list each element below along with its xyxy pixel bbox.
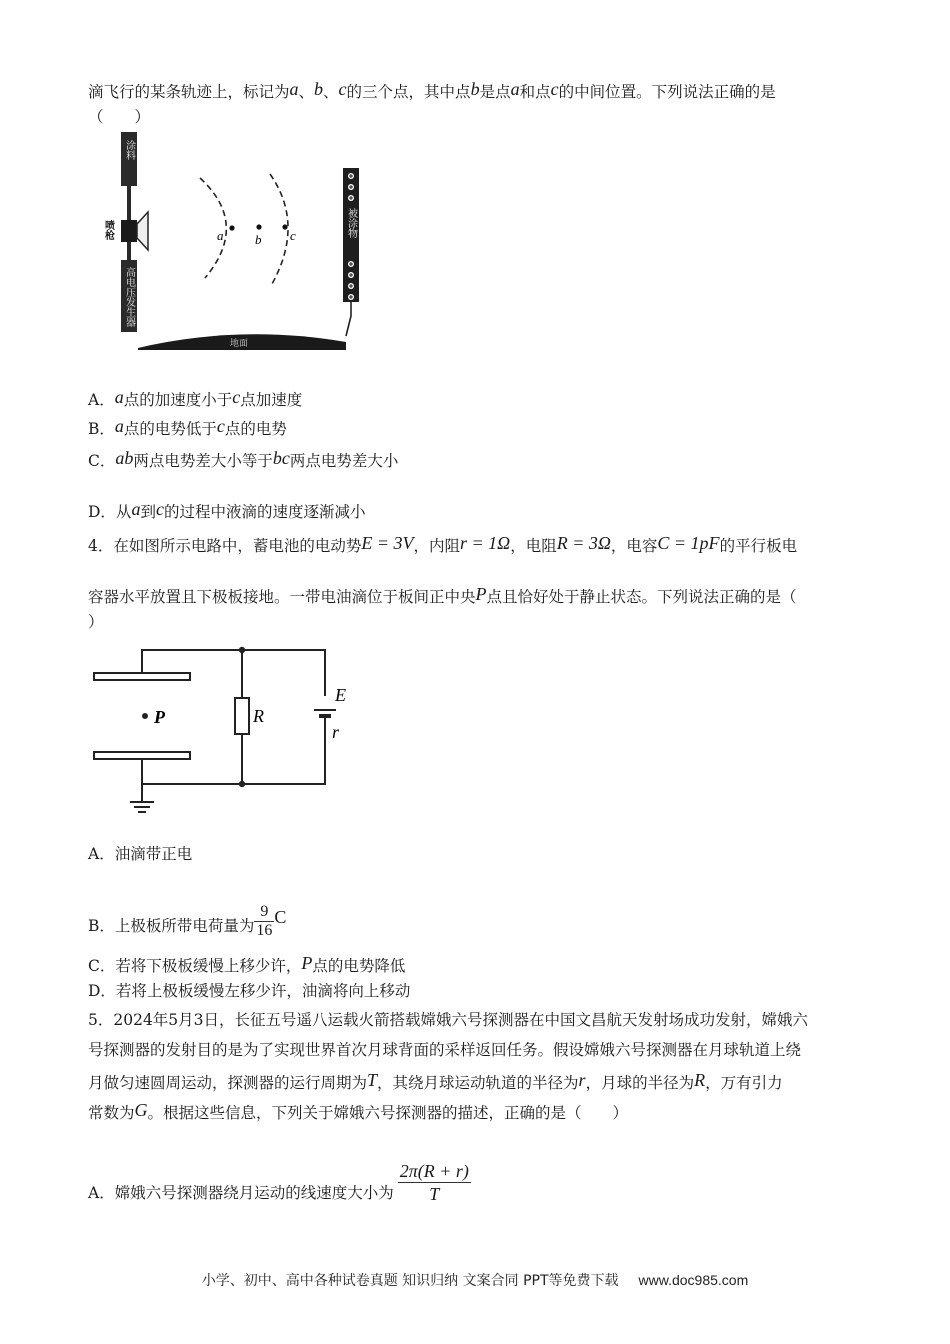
text: 的平行板电 bbox=[719, 537, 798, 555]
text: 是点 bbox=[479, 83, 511, 101]
label-r-resistor: R bbox=[253, 706, 264, 726]
option-label: B． bbox=[88, 420, 115, 438]
q5-stem-line1: 5．2024年5月3日，长征五号遥八运载火箭搭载嫦娥六号探测器在中国文昌航天发射场成功发射，嫦娥六 bbox=[88, 1011, 809, 1029]
point-c-dot bbox=[282, 224, 287, 229]
q4-stem-line3: ） bbox=[88, 613, 104, 631]
var-r: r bbox=[578, 1070, 586, 1090]
text: 4．在如图所示电路中，蓄电池的电动势 bbox=[88, 537, 362, 555]
numerator: 2π(R + r) bbox=[399, 1161, 469, 1181]
text: ，万有引力 bbox=[705, 1074, 783, 1092]
text: 和点 bbox=[519, 83, 551, 101]
text: 、 bbox=[298, 83, 315, 101]
var-g: G bbox=[134, 1100, 148, 1120]
spray-gun-label: 喷枪 bbox=[102, 220, 114, 240]
text: ，其绕月球运动轨道的半径为 bbox=[377, 1074, 579, 1092]
label-emf: E bbox=[335, 685, 346, 705]
var-c: c bbox=[338, 79, 347, 99]
text: 滴飞行的某条轨迹上，标记为 bbox=[88, 83, 290, 101]
option-label: A． bbox=[88, 391, 115, 409]
text: 常数为 bbox=[88, 1104, 135, 1122]
connector bbox=[127, 242, 131, 260]
paint-label: 涂料 bbox=[123, 140, 135, 160]
denominator: 16 bbox=[256, 922, 273, 939]
q3-stem-line2: （ ） bbox=[88, 108, 151, 126]
q4-option-c[interactable] bbox=[88, 952, 405, 977]
q5-option-a[interactable] bbox=[88, 1160, 471, 1205]
text: 两点电势差大小 bbox=[289, 452, 399, 470]
option-text: A．嫦娥六号探测器绕月运动的线速度大小为 bbox=[88, 1184, 394, 1202]
text: 到 bbox=[140, 503, 156, 521]
point-a-label: a bbox=[217, 228, 224, 243]
var: ab bbox=[115, 448, 134, 468]
text: 点的电势降低 bbox=[312, 957, 406, 975]
junction-top bbox=[239, 647, 245, 653]
text: 。根据这些信息，下列关于嫦娥六号探测器的描述，正确的是（ ） bbox=[147, 1104, 629, 1122]
point-b-dot bbox=[256, 224, 261, 229]
circuit-wires bbox=[94, 650, 336, 812]
electrostatic-spray-diagram bbox=[90, 128, 380, 358]
point-a-dot bbox=[229, 225, 234, 230]
var-R: R bbox=[694, 1070, 706, 1090]
label-internal-resistance: r bbox=[332, 722, 340, 742]
q5-stem-line3 bbox=[88, 1069, 783, 1094]
ground-wire bbox=[346, 302, 351, 336]
velocity-fraction bbox=[398, 1160, 471, 1205]
q3-option-b[interactable] bbox=[88, 415, 287, 440]
var: a bbox=[114, 416, 124, 436]
label-p: P bbox=[154, 707, 165, 727]
text: 两点电势差大小等于 bbox=[133, 452, 273, 470]
text: 的三个点，其中点 bbox=[346, 83, 471, 101]
point-b-label: b bbox=[255, 232, 262, 247]
junction-bottom bbox=[239, 781, 245, 787]
internal-resistance-value: r = 1Ω bbox=[460, 533, 511, 553]
var: c bbox=[216, 416, 225, 436]
text: 的中间位置。下列说法正确的是 bbox=[558, 83, 776, 101]
var: c bbox=[155, 499, 164, 519]
text: 点的电势低于 bbox=[123, 420, 217, 438]
circuit-diagram bbox=[88, 640, 358, 830]
q3-stem-line1 bbox=[88, 78, 776, 103]
q4-stem-line1 bbox=[88, 532, 797, 557]
text: 的过程中液滴的速度逐渐减小 bbox=[163, 503, 366, 521]
q3-option-a[interactable] bbox=[88, 386, 302, 411]
q3-option-d[interactable] bbox=[88, 498, 365, 523]
emf-value: E = 3V bbox=[361, 533, 414, 553]
option-label: C． bbox=[88, 452, 116, 470]
text: 点的加速度小于 bbox=[123, 391, 233, 409]
unit: C bbox=[274, 907, 287, 927]
text: C．若将下极板缓慢上移少许， bbox=[88, 957, 302, 975]
denominator: T bbox=[398, 1182, 471, 1205]
q4-option-b[interactable] bbox=[88, 903, 286, 940]
text: 月做匀速圆周运动，探测器的运行周期为 bbox=[88, 1074, 368, 1092]
charge-fraction bbox=[254, 903, 274, 940]
q4-option-a[interactable]: A．油滴带正电 bbox=[88, 845, 193, 863]
q5-stem-line4 bbox=[88, 1099, 628, 1124]
text: ，内阻 bbox=[413, 537, 461, 555]
point-c-label: c bbox=[290, 228, 296, 243]
generator-label: 高电压发生器 bbox=[123, 267, 135, 327]
var-b: b bbox=[470, 79, 480, 99]
var-p: P bbox=[475, 584, 487, 604]
connector bbox=[127, 186, 131, 220]
text: ，月球的半径为 bbox=[585, 1074, 695, 1092]
var: bc bbox=[272, 448, 290, 468]
numerator: 9 bbox=[260, 903, 269, 920]
q4-stem-line2 bbox=[88, 583, 797, 608]
q4-option-d[interactable]: D．若将上极板缓慢左移少许，油滴将向上移动 bbox=[88, 982, 411, 1000]
var-b: b bbox=[314, 79, 324, 99]
ground-label: 地面 bbox=[230, 339, 249, 349]
var-a: a bbox=[289, 79, 299, 99]
var: c bbox=[232, 387, 241, 407]
q3-option-c[interactable] bbox=[88, 447, 398, 472]
resistance-value: R = 3Ω bbox=[556, 533, 611, 553]
text: 点且恰好处于静止状态。下列说法正确的是（ bbox=[486, 588, 797, 606]
footer-text: 小学、初中、高中各种试卷真题 知识归纳 文案合同 PPT等免费下载 bbox=[201, 1273, 619, 1289]
text: ，电容 bbox=[610, 537, 658, 555]
nozzle bbox=[137, 212, 148, 250]
var-p: P bbox=[301, 953, 313, 973]
q5-stem-line2: 号探测器的发射目的是为了实现世界首次月球背面的采样返回任务。假设嫦娥六号探测器在月球轨道上绕 bbox=[88, 1041, 802, 1059]
text: 、 bbox=[323, 83, 339, 101]
option-text: B．上极板所带电荷量为 bbox=[88, 917, 255, 935]
var: a bbox=[131, 499, 141, 519]
object-label: 被涂物 bbox=[345, 208, 357, 238]
capacitance-value: C = 1pF bbox=[657, 533, 720, 553]
var-t: T bbox=[367, 1070, 378, 1090]
text: 点的电势 bbox=[224, 420, 287, 438]
var: a bbox=[114, 387, 124, 407]
option-label: D．从 bbox=[88, 503, 132, 521]
oil-drop-p bbox=[142, 713, 148, 719]
var-a: a bbox=[510, 79, 520, 99]
page-footer bbox=[0, 1270, 950, 1290]
text: 点加速度 bbox=[240, 391, 303, 409]
var-c: c bbox=[550, 79, 559, 99]
spray-gun bbox=[121, 220, 137, 242]
footer-url[interactable]: www.doc985.com bbox=[638, 1272, 749, 1288]
text: ，电阻 bbox=[510, 537, 557, 555]
text: 容器水平放置且下极板接地。一带电油滴位于板间正中央 bbox=[88, 588, 476, 606]
